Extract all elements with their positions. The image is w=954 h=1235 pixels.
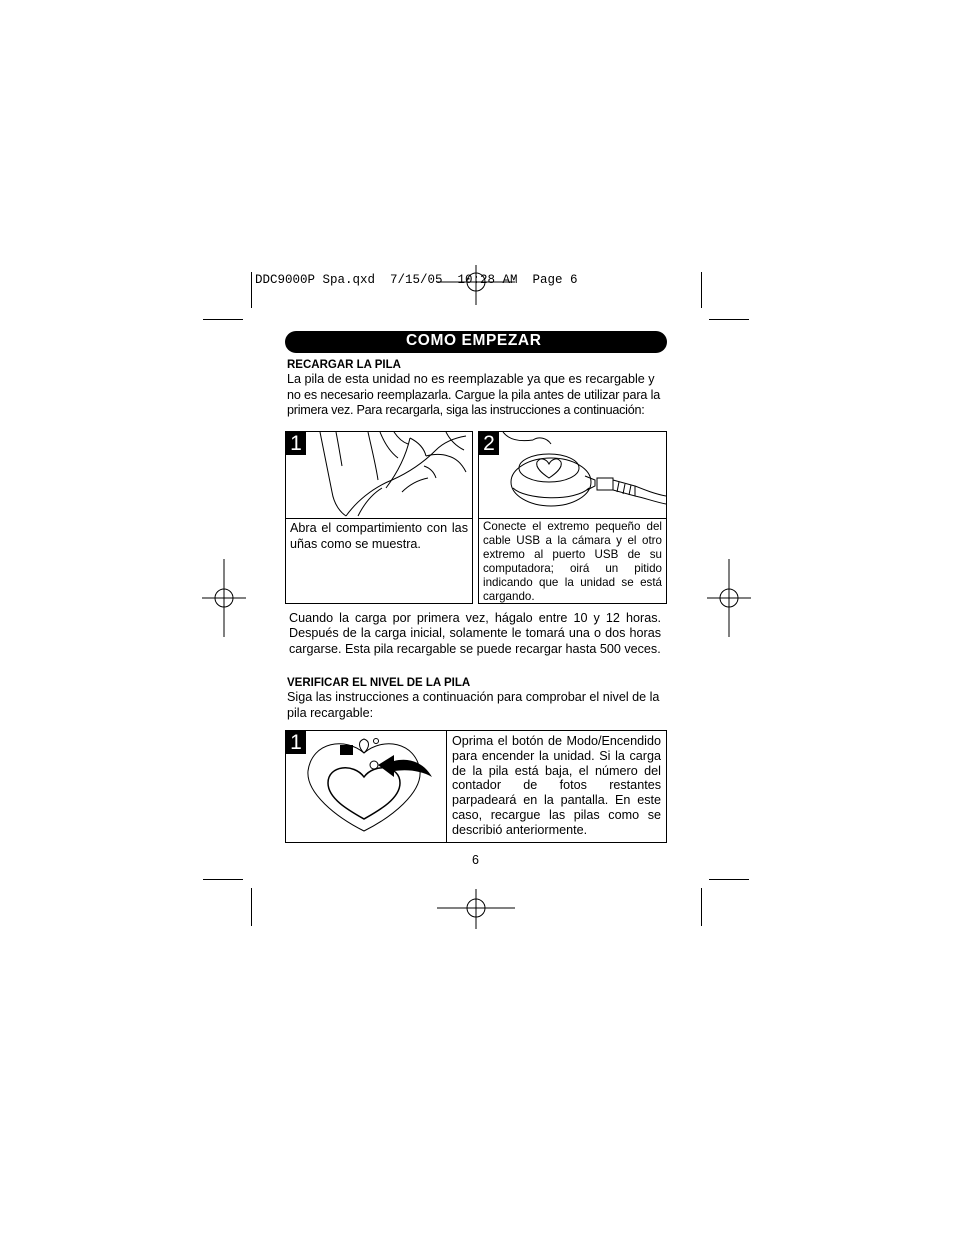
- recharge-intro-line-2: no es necesario reemplazarla. Cargue la pila antes de utilizar para la: [287, 387, 661, 402]
- opening-compartment-illustration: [306, 432, 472, 518]
- heart-camera-power-button-illustration: [306, 731, 446, 842]
- check-level-heading: VERIFICAR EL NIVEL DE LA PILA: [287, 677, 471, 689]
- check-level-intro: Siga las instrucciones a continuación para comprobar el nivel de la pila recargable:: [287, 690, 660, 720]
- charging-note: Cuando la carga por primera vez, hágalo entre 10 y 12 horas. Después de la carga inicial, solamente le tomará una o dos horas cargarse. Esta pila recargable se puede recargar hasta 500 veces.: [289, 611, 661, 656]
- step-number-2: 2: [479, 432, 499, 455]
- recharge-intro: [287, 372, 667, 419]
- page-number: 6: [472, 853, 479, 867]
- recharge-step-2-box: [478, 431, 667, 604]
- registration-mark-bottom: [437, 889, 515, 929]
- recharge-intro-line-3: primera vez. Para recargarla, siga las instrucciones a continuación:: [287, 403, 645, 417]
- registration-mark-left: [202, 559, 246, 637]
- recharge-step-1-caption: Abra el compartimiento con las uñas como se muestra.: [290, 521, 468, 551]
- section-title: COMO EMPEZAR: [406, 332, 542, 349]
- section-title-bar: [285, 331, 667, 353]
- check-level-step-1-caption: Oprima el botón de Modo/Encendido para encender la unidad. Si la carga de la pila está baja, el número del contador de fotos restantes parpadeará en la pantalla. En este caso, recargue las pilas como se describió anteriormente.: [452, 734, 661, 837]
- recharge-intro-line-1: La pila de esta unidad no es reemplazable ya que es recargable y: [287, 372, 655, 386]
- step-number-1-check: 1: [286, 731, 306, 754]
- file-slug: DDC9000P Spa.qxd 7/15/05 10:28 AM Page 6: [255, 273, 578, 287]
- registration-mark-top: [437, 265, 515, 305]
- usb-cable-illustration: [499, 432, 666, 518]
- check-level-step-1-box: [285, 730, 667, 843]
- registration-mark-right: [707, 559, 751, 637]
- recharge-step-2-caption: Conecte el extremo pequeño del cable USB a la cámara y el otro extremo al puerto USB de su computadora; oirá un pitido indicando que la unidad se está cargando.: [483, 520, 662, 604]
- recharge-heading: RECARGAR LA PILA: [287, 359, 401, 371]
- recharge-step-1-box: [285, 431, 473, 604]
- step-number-1: 1: [286, 432, 306, 455]
